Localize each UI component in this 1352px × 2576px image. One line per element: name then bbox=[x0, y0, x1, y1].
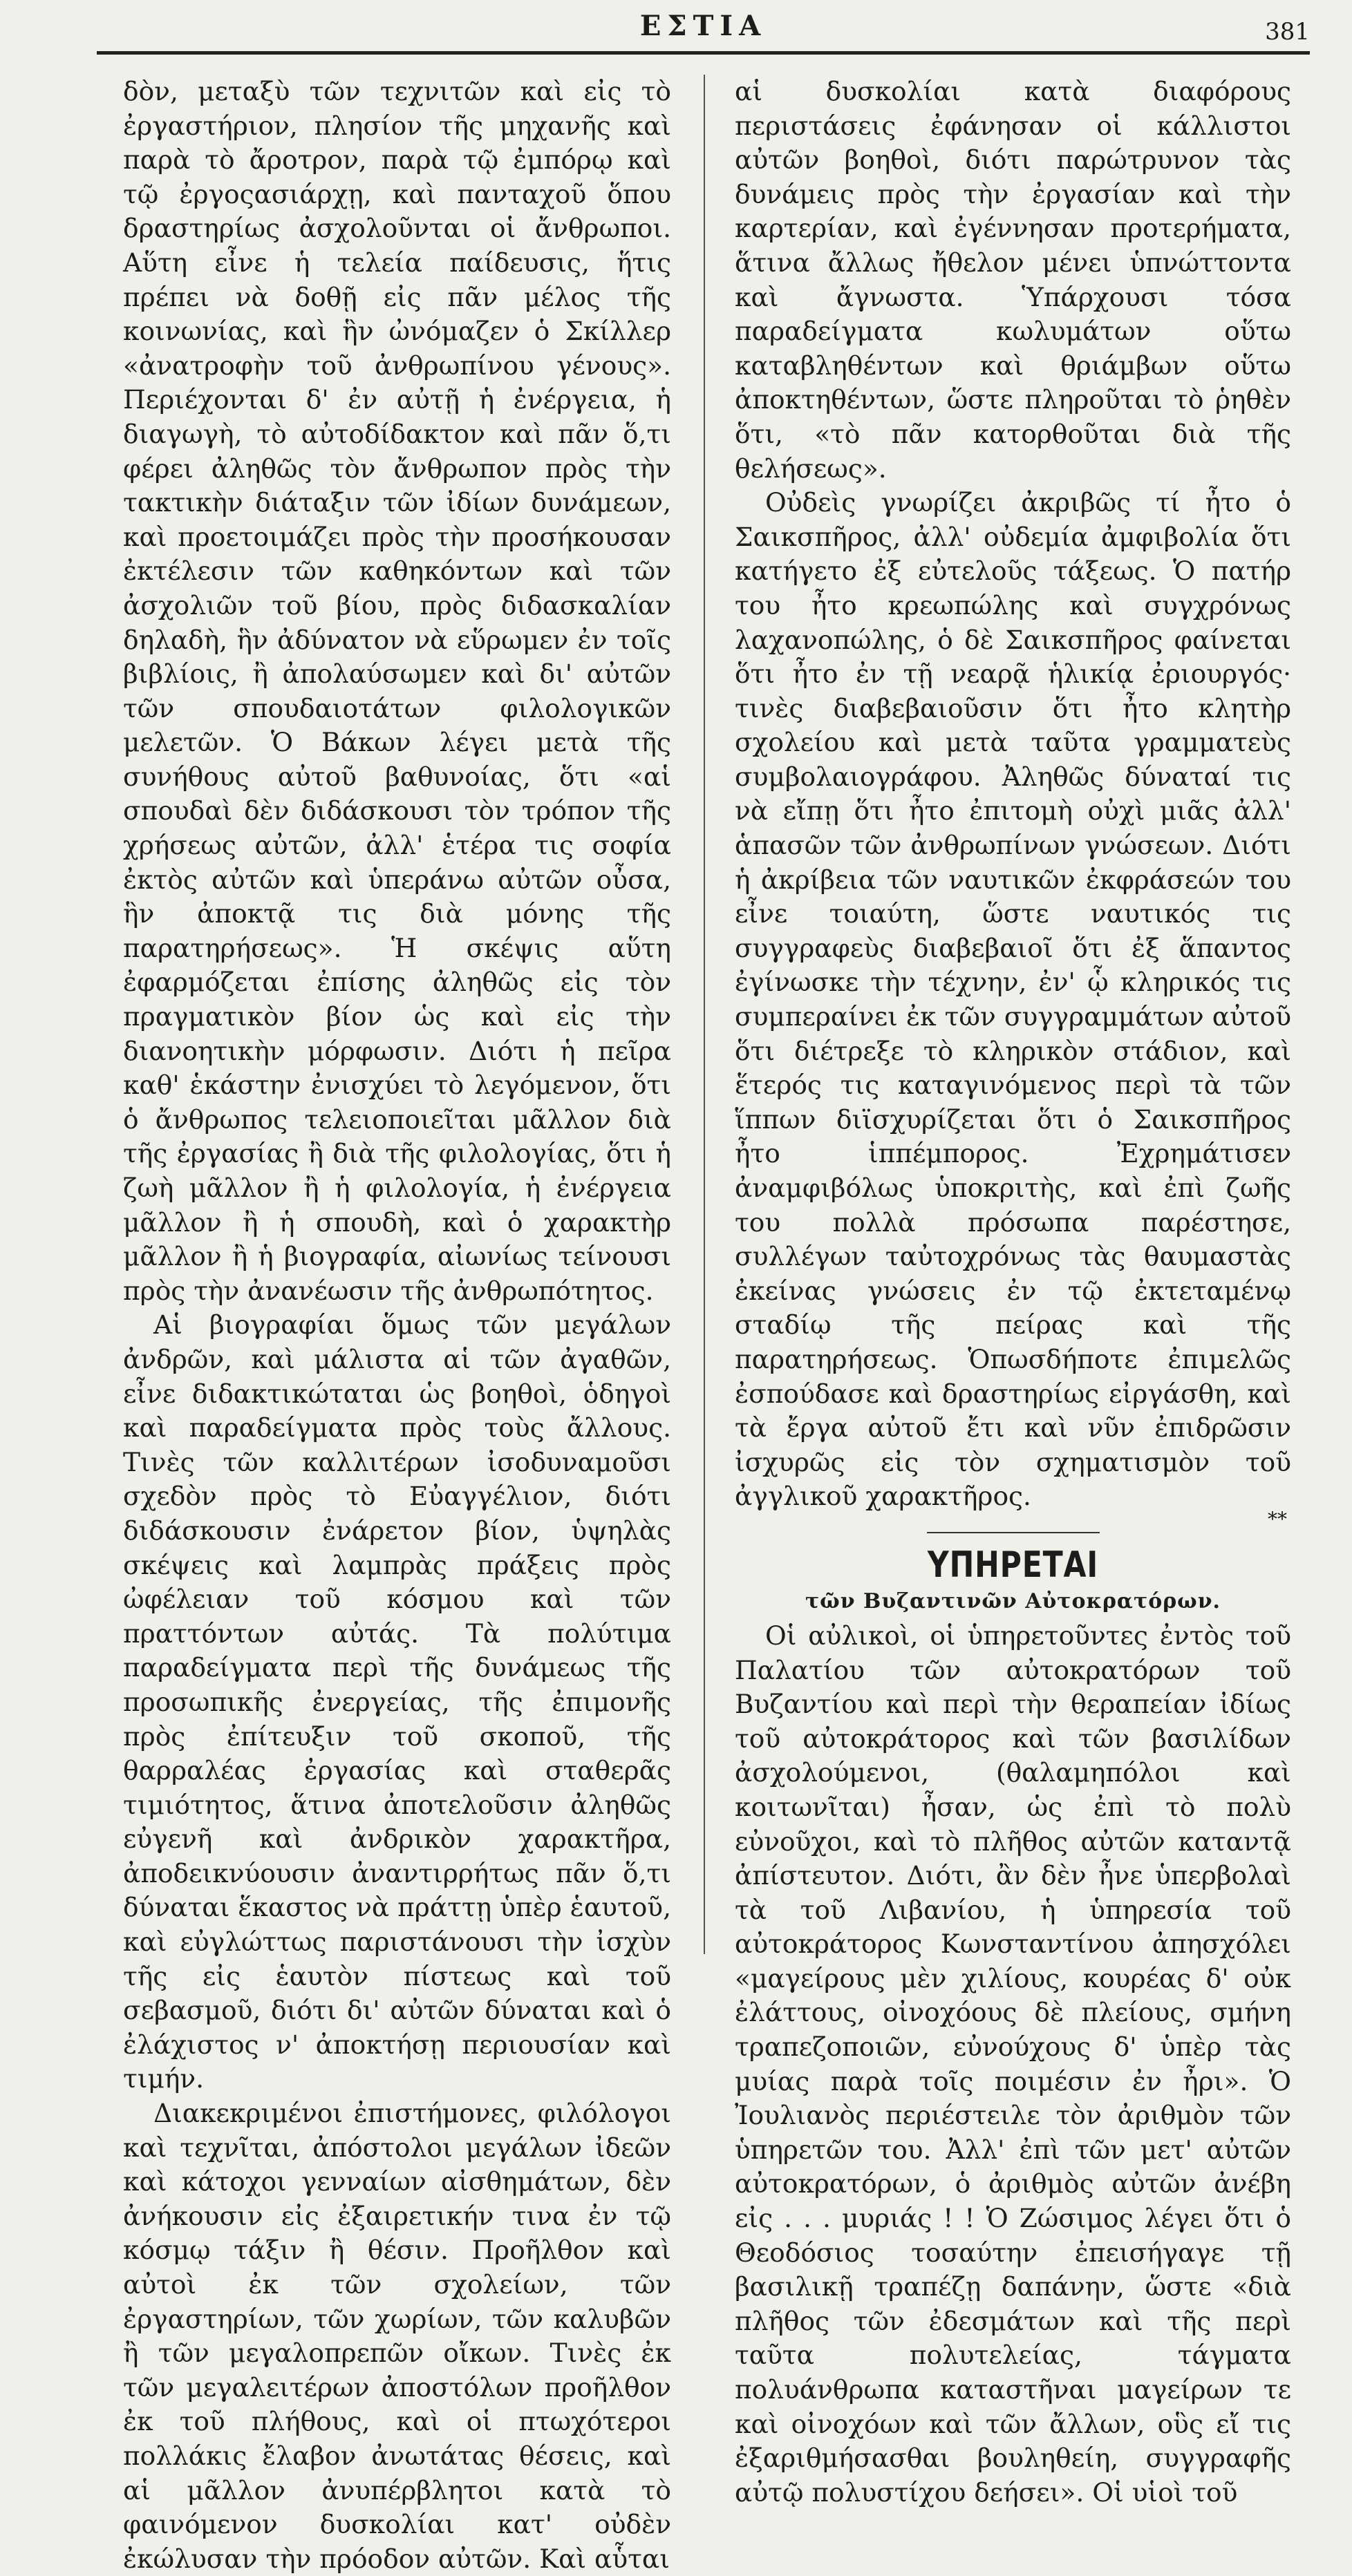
section-title: ΥΠΗΡΕΤΑΙ bbox=[927, 1544, 1099, 1586]
page-header bbox=[97, 6, 1310, 54]
paragraph: δὸν, μεταξὺ τῶν τεχνιτῶν καὶ εἰς τὸ ἐργαστήριον, πλησίον τῆς μηχανῆς καὶ παρὰ τὸ ἄροτρον, παρὰ τῷ ἐμπόρῳ καὶ τῷ ἐργοςασιάρχῃ, καὶ πανταχοῦ ὅπου δραστηρίως ἀσχολοῦνται οἱ ἄνθρωποι. Αὕτη εἶνε ἡ τελεία παίδευσις, ἥτις πρέπει νὰ δοθῇ εἰς πᾶν μέλος τῆς κοινωνίας, καὶ ἣν ὠνόμαζεν ὁ Σκίλλερ «ἀνατροφὴν τοῦ ἀνθρωπίνου γένους». Περιέχονται δ' ἐν αὐτῇ ἡ ἐνέργεια, ἡ διαγωγὴ, τὸ αὐτοδίδακτον καὶ πᾶν ὅ,τι φέρει ἀληθῶς τὸν ἄνθρωπον πρὸς τὴν τακτικὴν διάταξιν τῶν ἰδίων δυνάμεων, καὶ προετοιμάζει πρὸς τὴν προσήκουσαν ἐκτέλεσιν τῶν καθηκόντων καὶ τῶν ἀσχολιῶν τοῦ βίου, πρὸς διδασκαλίαν δηλαδὴ, ἣν ἀδύνατον νὰ εὕρωμεν ἐν τοῖς βιβλίοις, ἢ ἀπολαύσωμεν καὶ δι' αὐτῶν τῶν σπουδαιοτάτων φιλολογικῶν μελετῶν. Ὁ Βάκων λέγει μετὰ τῆς συνήθους αὐτοῦ βαθυνοίας, ὅτι «αἱ σπουδαὶ δὲν διδάσκουσι τὸν τρόπον τῆς χρήσεως αὐτῶν, ἀλλ' ἑτέρα τις σοφία ἐκτὸς αὐτῶν καὶ ὑπεράνω αὐτῶν οὖσα, ἣν ἀποκτᾷ τις διὰ μόνης τῆς παρατηρήσεως». Ἡ σκέψις αὕτη ἐφαρμόζεται ἐπίσης ἀληθῶς εἰς τὸν πραγματικὸν βίον ὡς καὶ εἰς τὴν διανοητικὴν μόρφωσιν. Διότι ἡ πεῖρα καθ' ἑκάστην ἐνισχύει τὸ λεγόμενον, ὅτι ὁ ἄνθρωπος τελειοποιεῖται μᾶλλον διὰ τῆς ἐργασίας ἢ διὰ τῆς φιλολογίας, ὅτι ἡ ζωὴ μᾶλλον ἢ ἡ φιλολογία, ἡ ἐνέργεια μᾶλλον ἢ ἡ σπουδὴ, καὶ ὁ χαρακτὴρ μᾶλλον ἢ ἡ βιογραφία, αἰωνίως τείνουσι πρὸς τὴν ἀνανέωσιν τῆς ἀνθρωπότητος. bbox=[123, 76, 671, 1306]
right-column bbox=[735, 75, 1291, 2508]
section-divider bbox=[927, 1532, 1100, 1533]
author-signature: ** bbox=[1268, 1507, 1287, 1531]
paragraph: Διακεκριμένοι ἐπιστήμονες, φιλόλογοι καὶ τεχνῖται, ἀπόστολοι μεγάλων ἰδεῶν καὶ κάτοχοι γενναίων αἰσθημάτων, δὲν ἀνήκουσιν εἰς ἐξαιρετικήν τινα ἐν τῷ κόσμῳ τάξιν ἢ θέσιν. Προῆλθον καὶ αὐτοὶ ἐκ τῶν σχολείων, τῶν ἐργαστηρίων, τῶν χωρίων, τῶν καλυβῶν ἢ τῶν μεγαλοπρεπῶν οἴκων. Τινὲς ἐκ τῶν μεγαλειτέρων ἀποστόλων προῆλθον ἐκ τοῦ πλήθους, καὶ οἱ πτωχότεροι πολλάκις ἔλαβον ἀνωτάτας θέσεις, καὶ αἱ μᾶλλον ἀνυπέρβλητοι κατὰ τὸ φαινόμενον δυσκολίαι κατ' οὐδὲν ἐκώλυσαν τὴν πρόοδον αὐτῶν. Καὶ αὗται bbox=[123, 2098, 671, 2574]
header-rule bbox=[97, 51, 1310, 55]
paragraph: Οὐδεὶς γνωρίζει ἀκριβῶς τί ἦτο ὁ Σαικσπῆρος, ἀλλ' οὐδεμία ἀμφιβολία ὅτι κατήγετο ἐξ εὐτελοῦς τάξεως. Ὁ πατήρ του ἦτο κρεωπώλης καὶ συγχρόνως λαχανοπώλης, ὁ δὲ Σαικσπῆρος φαίνεται ὅτι ἦτο ἐν τῇ νεαρᾷ ἡλικίᾳ ἐριουργός· τινὲς διαβεβαιοῦσιν ὅτι ἦτο κλητὴρ σχολείου καὶ μετὰ ταῦτα γραμματεὺς συμβολαιογράφου. Ἀληθῶς δύναταί τις νὰ εἴπῃ ὅτι ἦτο ἐπιτομὴ οὐχὶ μιᾶς ἀλλ' ἁπασῶν τῶν ἀνθρωπίνων γνώσεων. Διότι ἡ ἀκρίβεια τῶν ναυτικῶν ἐκφράσεών του εἶνε τοιαύτη, ὥστε ναυτικός τις συγγραφεὺς διαβεβαιοῖ ὅτι ἐξ ἅπαντος ἐγίνωσκε τὴν τέχνην, ἐν' ᾧ κληρικός τις συμπεραίνει ἐκ τῶν συγγραμμάτων αὐτοῦ ὅτι διέτρεξε τὸ κληρικὸν στάδιον, καὶ ἕτερός τις καταγινόμενος περὶ τὰ τῶν ἵππων διϊσχυρίζεται ὅτι ὁ Σαικσπῆρος ἦτο ἱππέμπορος. Ἐχρημάτισεν ἀναμφιβόλως ὑποκριτὴς, καὶ ἐπὶ ζωῆς του πολλὰ πρόσωπα παρέστησε, συλλέγων ταὐτοχρόνως τὰς θαυμαστὰς ἐκείνας γνώσεις ἐν τῷ ἐκτεταμένῳ σταδίῳ τῆς πείρας καὶ τῆς παρατηρήσεως. Ὁπωσδήποτε ἐπιμελῶς ἐσπούδασε καὶ δραστηρίως εἰργάσθη, καὶ τὰ ἔργα αὐτοῦ ἔτι καὶ νῦν ἐπιδρῶσιν ἰσχυρῶς εἰς τὸν σχηματισμὸν τοῦ ἀγγλικοῦ χαρακτῆρος. bbox=[735, 487, 1291, 1512]
paragraph: Οἱ αὐλικοὶ, οἱ ὑπηρετοῦντες ἐντὸς τοῦ Παλατίου τῶν αὐτοκρατόρων τοῦ Βυζαντίου καὶ περὶ τὴν θεραπείαν ἰδίως τοῦ αὐτοκράτορος καὶ τῶν βασιλίδων ἀσχολούμενοι, (θαλαμηπόλοι καὶ κοιτωνῖται) ἦσαν, ὡς ἐπὶ τὸ πολὺ εὐνοῦχοι, καὶ τὸ πλῆθος αὐτῶν καταντᾷ ἀπίστευτον. Διότι, ἂν δὲν ἦνε ὑπερβολαὶ τὰ τοῦ Λιβανίου, ἡ ὑπηρεσία τοῦ αὐτοκράτορος Κωνσταντίνου ἀπησχόλει «μαγείρους μὲν χιλίους, κουρέας δ' οὐκ ἐλάττους, οἰνοχόους δὲ πλείους, σμήνη τραπεζοποιῶν, εὐνούχους δ' ὑπὲρ τὰς μυίας παρὰ τοῖς ποιμέσιν ἐν ἦρι». Ὁ Ἰουλιανὸς περιέστειλε τὸν ἀριθμὸν τῶν ὑπηρετῶν του. Ἀλλ' ἐπὶ τῶν μετ' αὐτῶν αὐτοκρατόρων, ὁ ἀριθμὸς αὐτῶν ἀνέβη εἰς . . . μυριάς ! ! Ὁ Ζώσιμος λέγει ὅτι ὁ Θεοδόσιος τοσαύτην ἐπεισήγαγε τῇ βασιλικῇ τραπέζῃ δαπάνην, ὥστε «διὰ πλῆθος τῶν ἐδεσμάτων καὶ τῆς περὶ ταῦτα πολυτελείας, τάγματα πολυάνθρωπα καταστῆναι μαγείρων τε καὶ οἰνοχόων καὶ τῶν ἄλλων, οὓς εἴ τις ἐξαριθμήσασθαι βουληθείη, συγγραφῆς αὐτῷ πολυστίχου δεήσει». Οἱ υἱοὶ τοῦ bbox=[735, 1620, 1291, 2508]
running-title: ΕΣΤΙΑ bbox=[639, 10, 767, 42]
left-column bbox=[123, 75, 671, 2574]
paragraph: Αἱ βιογραφίαι ὅμως τῶν μεγάλων ἀνδρῶν, καὶ μάλιστα αἱ τῶν ἀγαθῶν, εἶνε διδακτικώταται ὡς βοηθοὶ, ὁδηγοὶ καὶ παραδείγματα πρὸς τοὺς ἄλλους. Τινὲς τῶν καλλιτέρων ἰσοδυναμοῦσι σχεδὸν πρὸς τὸ Εὐαγγέλιον, διότι διδάσκουσιν ἐνάρετον βίον, ὑψηλὰς σκέψεις καὶ λαμπρὰς πράξεις πρὸς ὠφέλειαν τοῦ κόσμου καὶ τῶν πραττόντων αὐτάς. Τὰ πολύτιμα παραδείγματα περὶ τῆς δυνάμεως τῆς προσωπικῆς ἐνεργείας, τῆς ἐπιμονῆς πρὸς ἐπίτευξιν τοῦ σκοποῦ, τῆς θαρραλέας ἐργασίας καὶ σταθερᾶς τιμιότητος, ἅτινα ἀποτελοῦσιν ἀληθῶς εὐγενῆ καὶ ἀνδρικὸν χαρακτῆρα, ἀποδεικνύουσιν ἀναντιρρήτως πᾶν ὅ,τι δύναται ἕκαστος νὰ πράττῃ ὑπὲρ ἑαυτοῦ, καὶ εὐγλώττως παριστάνουσι τὴν ἰσχὺν τῆς εἰς ἑαυτὸν πίστεως καὶ τοῦ σεβασμοῦ, διότι δι' αὐτῶν δύναται καὶ ὁ ἐλάχιστος ν' ἀποκτήσῃ περιουσίαν καὶ τιμήν. bbox=[123, 1309, 671, 2094]
page-number: 381 bbox=[1265, 18, 1310, 46]
column-divider bbox=[704, 75, 705, 1954]
paragraph: αἱ δυσκολίαι κατὰ διαφόρους περιστάσεις ἐφάνησαν οἱ κάλλιστοι αὐτῶν βοηθοὶ, διότι παρώτρυνον τὰς δυνάμεις πρὸς τὴν ἐργασίαν καὶ τὴν καρτερίαν, καὶ ἐγέννησαν προτερήματα, ἅτινα ἄλλως ἤθελον μένει ὑπνώττοντα καὶ ἄγνωστα. Ὑπάρχουσι τόσα παραδείγματα κωλυμάτων οὕτω καταβληθέντων καὶ θριάμβων οὕτω ἀποκτηθέντων, ὥστε πληροῦται τὸ ῥηθὲν ὅτι, «τὸ πᾶν κατορθοῦται διὰ τῆς θελήσεως». bbox=[735, 76, 1291, 484]
section-subtitle: τῶν Βυζαντινῶν Αὐτοκρατόρων. bbox=[805, 1589, 1221, 1613]
